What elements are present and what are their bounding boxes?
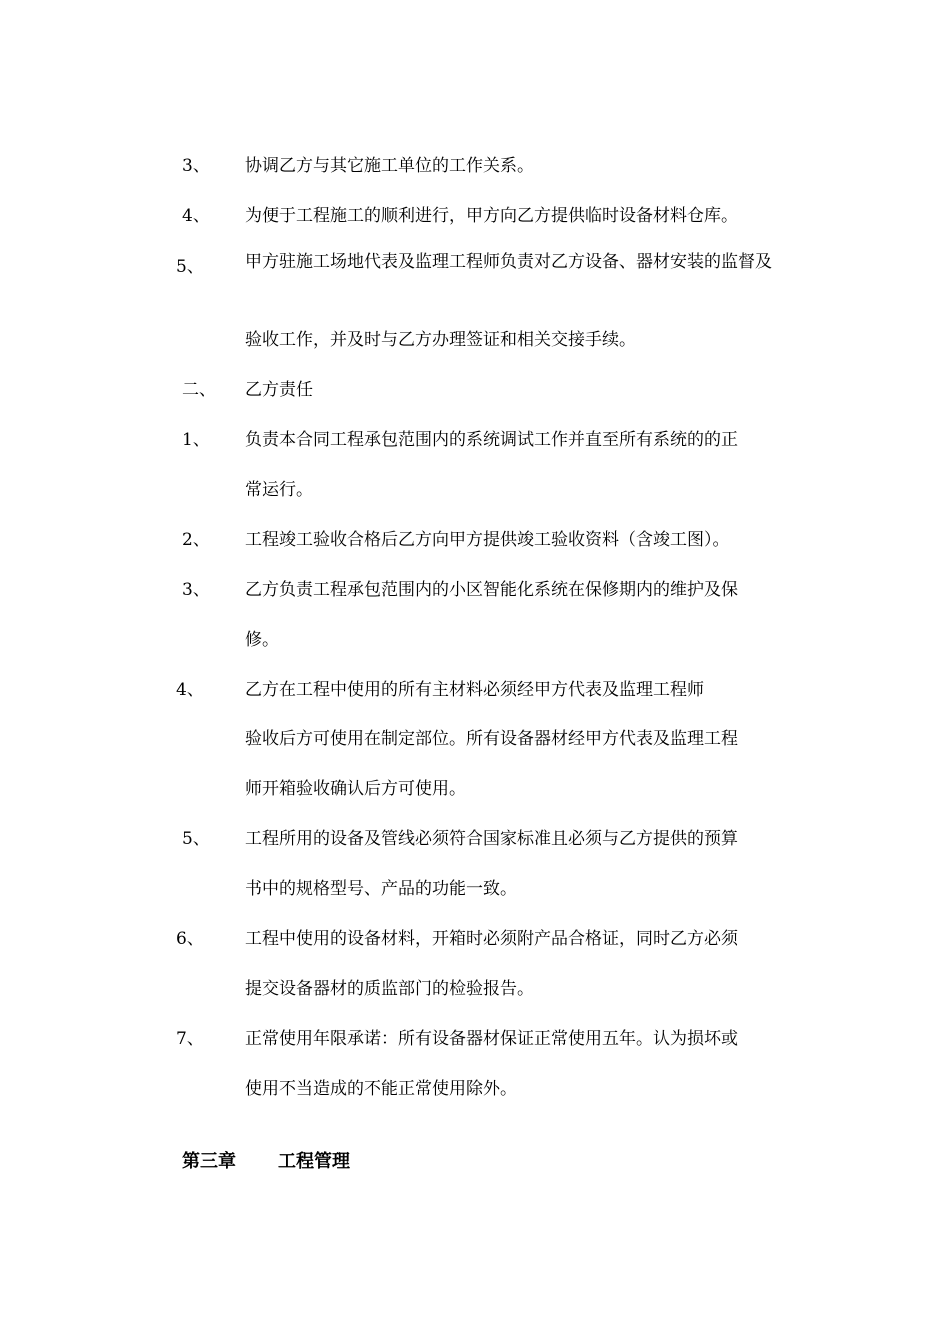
item-text: 为便于工程施工的顺利进行，甲方向乙方提供临时设备材料仓库。 [245,206,738,226]
item-text: 工程所用的设备及管线必须符合国家标准且必须与乙方提供的预算 [245,829,738,849]
chapter-label: 第三章 [182,1151,236,1172]
item-text: 负责本合同工程承包范围内的系统调试工作并直至所有系统的的正 [245,430,738,450]
item-number: 1、 [182,430,210,450]
item-continuation: 验收后方可使用在制定部位。所有设备器材经甲方代表及监理工程 [245,729,738,749]
item-number: 4、 [176,680,204,700]
chapter-title: 工程管理 [278,1151,350,1172]
item-text: 正常使用年限承诺：所有设备器材保证正常使用五年。认为损坏或 [245,1029,738,1049]
item-continuation: 常运行。 [245,480,313,500]
item-number: 5、 [176,257,204,277]
item-text: 乙方在工程中使用的所有主材料必须经甲方代表及监理工程师 [245,680,704,700]
item-number: 4、 [182,206,210,226]
item-continuation: 验收工作，并及时与乙方办理签证和相关交接手续。 [245,330,636,350]
item-text: 乙方负责工程承包范围内的小区智能化系统在保修期内的维护及保 [245,580,738,600]
item-text: 协调乙方与其它施工单位的工作关系。 [245,156,534,176]
item-text: 工程中使用的设备材料，开箱时必须附产品合格证，同时乙方必须 [245,929,738,949]
item-number: 7、 [176,1029,204,1049]
item-number: 6、 [176,929,204,949]
item-continuation: 修。 [245,630,279,650]
item-text: 工程竣工验收合格后乙方向甲方提供竣工验收资料（含竣工图）。 [245,530,730,550]
item-number: 2、 [182,530,210,550]
section-number: 二、 [182,380,216,400]
section-title: 乙方责任 [245,380,313,400]
item-number: 5、 [182,829,210,849]
item-number: 3、 [182,156,210,176]
item-continuation: 师开箱验收确认后方可使用。 [245,779,466,799]
item-text: 甲方驻施工场地代表及监理工程师负责对乙方设备、器材安装的监督及 [245,252,772,272]
item-continuation: 提交设备器材的质监部门的检验报告。 [245,979,534,999]
item-number: 3、 [182,580,210,600]
item-continuation: 使用不当造成的不能正常使用除外。 [245,1079,517,1099]
item-continuation: 书中的规格型号、产品的功能一致。 [245,879,517,899]
